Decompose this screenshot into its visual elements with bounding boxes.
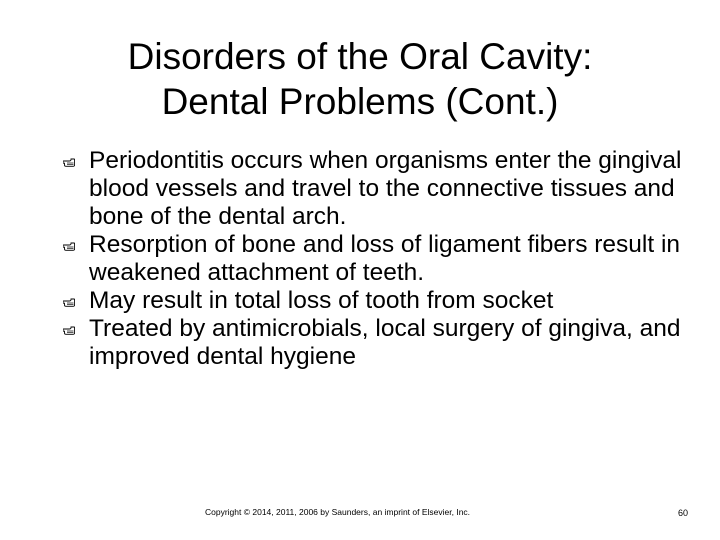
bullet-list — [62, 147, 702, 371]
copyright-notice: Copyright © 2014, 2011, 2006 by Saunders, an imprint of Elsevier, Inc. — [205, 507, 471, 517]
page-number: 60 — [678, 508, 689, 518]
cartoon-hand-pointer-icon — [63, 241, 75, 251]
title-line-1: Disorders of the Oral Cavity: — [127, 36, 593, 77]
bullet-text: May result in total loss of tooth from socket — [89, 287, 554, 314]
bullet-text: Treated by antimicrobials, local surgery of gingiva, and improved dental hygiene — [89, 315, 681, 370]
bullet-item — [62, 231, 702, 287]
title-line-2: Dental Problems (Cont.) — [161, 81, 559, 122]
slide-footer — [0, 506, 720, 520]
bullet-text: Periodontitis occurs when organisms enter the gingival blood vessels and travel to the connective tissues and bone of the dental arch. — [89, 147, 682, 230]
bullet-item — [62, 315, 702, 371]
cartoon-hand-pointer-icon — [63, 325, 75, 335]
slide-title — [40, 34, 680, 124]
bullet-item — [62, 147, 702, 231]
bullet-text: Resorption of bone and loss of ligament fibers result in weakened attachment of teeth. — [89, 231, 681, 286]
cartoon-hand-pointer-icon — [63, 297, 75, 307]
bullet-item — [62, 287, 702, 315]
cartoon-hand-pointer-icon — [63, 157, 75, 167]
